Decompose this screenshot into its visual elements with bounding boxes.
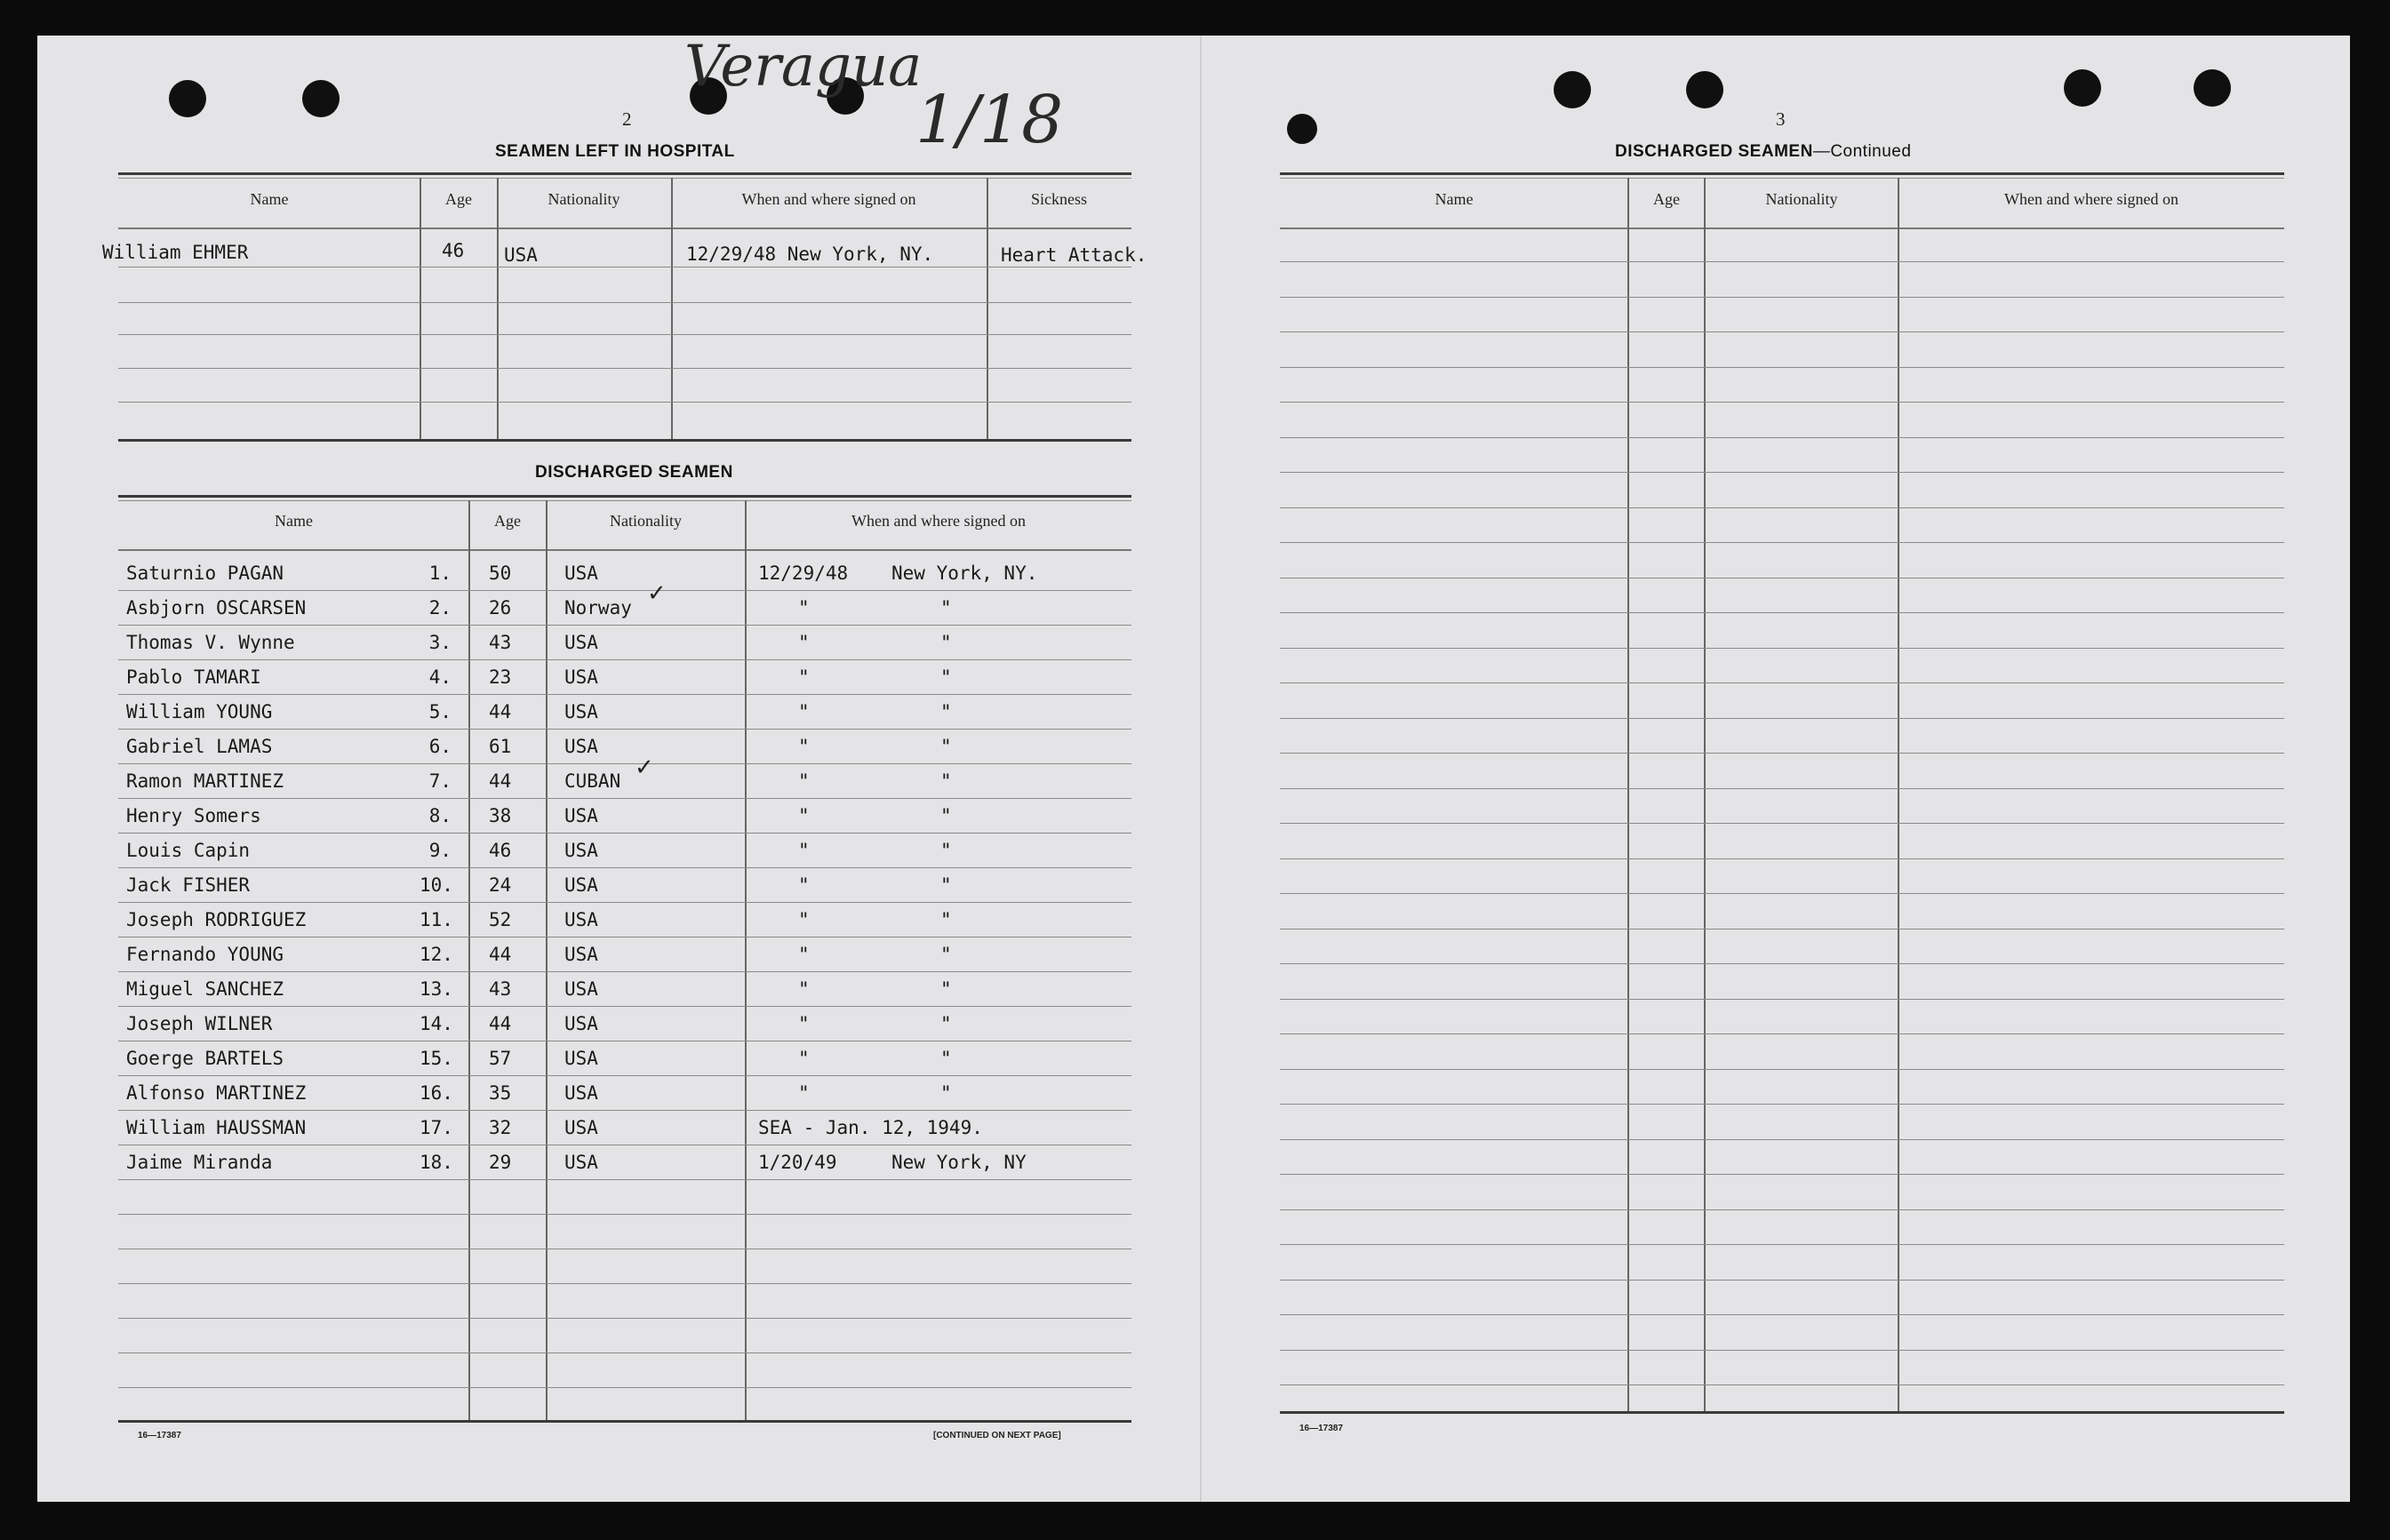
cell-name: Jack FISHER <box>126 874 251 896</box>
cell-number: 5. <box>428 701 452 722</box>
cell-number: 10. <box>420 874 453 896</box>
cell-nationality: USA <box>564 1152 598 1173</box>
cell-age: 46 <box>489 840 512 861</box>
cell-signed-date: " <box>798 1082 810 1104</box>
cell-nationality: Norway <box>564 597 632 618</box>
cell-nationality: USA <box>564 874 598 896</box>
row-rule <box>1280 1244 2284 1245</box>
cell-signed-date: " <box>798 701 810 722</box>
column-header: Nationality <box>548 190 620 208</box>
cell-signed-date: " <box>798 874 810 896</box>
row-rule <box>1280 612 2284 613</box>
cell-age: 29 <box>489 1152 512 1173</box>
row-rule <box>118 1179 1131 1180</box>
row-rule <box>1280 1174 2284 1175</box>
cell-number: 11. <box>420 909 453 930</box>
cell-signed-place: New York, NY. <box>891 563 1038 584</box>
cell-age: 32 <box>489 1117 512 1138</box>
row-rule <box>118 1387 1131 1388</box>
cell-nationality: USA <box>564 1013 598 1034</box>
section-title-discharged: DISCHARGED SEAMEN <box>535 463 733 482</box>
cell-number: 17. <box>420 1117 453 1138</box>
page-number: 3 <box>1776 108 1786 130</box>
handwritten-date: 1/18 <box>915 82 1064 158</box>
cell-number: 9. <box>428 840 452 861</box>
handwritten-ship-name: Veragua <box>684 34 923 100</box>
cell-name: Alfonso MARTINEZ <box>126 1082 307 1104</box>
cell-name: Henry Somers <box>126 805 261 826</box>
row-rule <box>118 590 1131 591</box>
cell-age: 44 <box>489 1013 512 1034</box>
row-rule <box>118 334 1131 335</box>
column-divider <box>1704 178 1706 1413</box>
cell-nationality: USA <box>564 563 598 584</box>
cell-nationality: USA <box>564 632 598 653</box>
row-rule <box>1280 929 2284 930</box>
punch-hole <box>169 80 206 117</box>
cell-name: William YOUNG <box>126 701 273 722</box>
page-fold <box>1200 36 1202 1502</box>
column-divider <box>1627 178 1629 1413</box>
cell-number: 8. <box>428 805 452 826</box>
document-page <box>37 36 2350 1502</box>
cell-nationality: USA <box>564 666 598 688</box>
row-rule <box>118 971 1131 972</box>
cell-name: William HAUSSMAN <box>126 1117 307 1138</box>
column-header: Nationality <box>610 512 682 530</box>
form-number: 16—17387 <box>138 1431 181 1440</box>
cell-signed-place: " <box>940 597 952 618</box>
cell-nationality: USA <box>564 978 598 1000</box>
cell-signed-on: 12/29/48 New York, NY. <box>686 243 934 265</box>
row-rule <box>1280 718 2284 719</box>
row-rule <box>1280 1209 2284 1210</box>
cell-signed-date: " <box>798 632 810 653</box>
cell-name: William EHMER <box>102 242 249 263</box>
row-rule <box>1280 648 2284 649</box>
cell-signed-date: " <box>798 1013 810 1034</box>
table-top-rule <box>118 172 1131 175</box>
row-rule <box>118 302 1131 303</box>
cell-age: 44 <box>489 944 512 965</box>
cell-signed-place: " <box>940 978 952 1000</box>
cell-nationality: USA <box>564 1117 598 1138</box>
column-header: Name <box>250 190 289 208</box>
cell-signed-place: " <box>940 944 952 965</box>
cell-nationality: USA <box>564 736 598 757</box>
header-rule <box>1280 227 2284 229</box>
cell-age: 38 <box>489 805 512 826</box>
cell-signed-date: " <box>798 666 810 688</box>
cell-number: 1. <box>428 563 452 584</box>
cell-signed-place: " <box>940 770 952 792</box>
table-bottom-rule <box>1280 1411 2284 1414</box>
cell-nationality: CUBAN <box>564 770 621 792</box>
cell-signed-date: " <box>798 770 810 792</box>
row-rule <box>1280 682 2284 683</box>
cell-number: 15. <box>420 1048 453 1069</box>
cell-signed-date: " <box>798 1048 810 1069</box>
row-rule <box>118 694 1131 695</box>
column-header: When and where signed on <box>851 512 1026 530</box>
cell-signed-place: New York, NY <box>891 1152 1027 1173</box>
cell-nationality: USA <box>564 840 598 861</box>
row-rule <box>118 1006 1131 1007</box>
cell-age: 44 <box>489 701 512 722</box>
cell-name: Joseph WILNER <box>126 1013 273 1034</box>
cell-signed-date: 1/20/49 <box>758 1152 837 1173</box>
page-number: 2 <box>622 108 632 130</box>
cell-signed-place: " <box>940 736 952 757</box>
cell-name: Miguel SANCHEZ <box>126 978 284 1000</box>
header-rule <box>118 227 1131 229</box>
section-title-text: DISCHARGED SEAMEN <box>1615 142 1813 161</box>
row-rule <box>1280 893 2284 894</box>
row-rule <box>1280 858 2284 859</box>
row-rule <box>118 1214 1131 1215</box>
cell-nationality: USA <box>564 805 598 826</box>
continued-note: [CONTINUED ON NEXT PAGE] <box>933 1431 1061 1440</box>
cell-name: Saturnio PAGAN <box>126 563 284 584</box>
column-header: Nationality <box>1765 190 1838 208</box>
cell-name: Goerge BARTELS <box>126 1048 284 1069</box>
row-rule <box>118 763 1131 764</box>
row-rule <box>1280 1384 2284 1385</box>
cell-name: Pablo TAMARI <box>126 666 261 688</box>
cell-age: 26 <box>489 597 512 618</box>
cell-number: 14. <box>420 1013 453 1034</box>
cell-number: 7. <box>428 770 452 792</box>
cell-number: 4. <box>428 666 452 688</box>
row-rule <box>118 902 1131 903</box>
column-header: Name <box>1435 190 1474 208</box>
table-top-rule <box>1280 178 2284 179</box>
row-rule <box>1280 437 2284 438</box>
row-rule <box>1280 261 2284 262</box>
cell-signed-place: " <box>940 1082 952 1104</box>
cell-nationality: USA <box>564 944 598 965</box>
cell-signed-date: SEA - Jan. 12, 1949. <box>758 1117 983 1138</box>
column-header: When and where signed on <box>741 190 916 208</box>
check-mark-icon: ✓ <box>635 754 654 781</box>
cell-signed-place: " <box>940 874 952 896</box>
cell-signed-place: " <box>940 1013 952 1034</box>
row-rule <box>118 1075 1131 1076</box>
section-title-suffix: —Continued <box>1812 142 1912 161</box>
cell-sickness: Heart Attack. <box>1001 244 1147 266</box>
row-rule <box>1280 788 2284 789</box>
row-rule <box>1280 297 2284 298</box>
cell-name: Jaime Miranda <box>126 1152 273 1173</box>
row-rule <box>118 833 1131 834</box>
row-rule <box>1280 1280 2284 1281</box>
cell-nationality: USA <box>564 909 598 930</box>
row-rule <box>1280 331 2284 332</box>
row-rule <box>1280 963 2284 964</box>
cell-age: 23 <box>489 666 512 688</box>
cell-age: 57 <box>489 1048 512 1069</box>
cell-signed-place: " <box>940 1048 952 1069</box>
check-mark-icon: ✓ <box>647 580 667 607</box>
cell-name: Louis Capin <box>126 840 251 861</box>
row-rule <box>1280 367 2284 368</box>
cell-signed-date: 12/29/48 <box>758 563 849 584</box>
cell-signed-place: " <box>940 805 952 826</box>
column-header: Age <box>1653 190 1680 208</box>
column-header: Age <box>494 512 521 530</box>
cell-signed-place: " <box>940 701 952 722</box>
row-rule <box>1280 472 2284 473</box>
row-rule <box>118 1283 1131 1284</box>
row-rule <box>1280 507 2284 508</box>
row-rule <box>1280 1069 2284 1070</box>
cell-age: 35 <box>489 1082 512 1104</box>
cell-age: 46 <box>442 240 465 261</box>
row-rule <box>1280 402 2284 403</box>
row-rule <box>118 729 1131 730</box>
cell-signed-place: " <box>940 909 952 930</box>
row-rule <box>118 402 1131 403</box>
cell-number: 6. <box>428 736 452 757</box>
row-rule <box>118 1352 1131 1353</box>
cell-signed-place: " <box>940 666 952 688</box>
table-bottom-rule <box>118 439 1131 442</box>
table-top-rule <box>118 178 1131 179</box>
cell-name: Thomas V. Wynne <box>126 632 295 653</box>
row-rule <box>118 368 1131 369</box>
header-rule <box>118 549 1131 551</box>
cell-age: 43 <box>489 632 512 653</box>
column-divider <box>1898 178 1899 1413</box>
cell-signed-date: " <box>798 805 810 826</box>
row-rule <box>1280 823 2284 824</box>
table-top-rule <box>1280 172 2284 175</box>
cell-signed-date: " <box>798 909 810 930</box>
column-header: Sickness <box>1031 190 1087 208</box>
column-header: Age <box>445 190 472 208</box>
punch-hole <box>2064 69 2101 107</box>
cell-age: 52 <box>489 909 512 930</box>
cell-nationality: USA <box>564 701 598 722</box>
punch-hole <box>302 80 340 117</box>
cell-number: 2. <box>428 597 452 618</box>
row-rule <box>118 867 1131 868</box>
punch-hole <box>1287 114 1317 144</box>
cell-age: 24 <box>489 874 512 896</box>
cell-signed-date: " <box>798 944 810 965</box>
column-header: When and where signed on <box>2004 190 2178 208</box>
cell-age: 43 <box>489 978 512 1000</box>
cell-signed-date: " <box>798 978 810 1000</box>
table-bottom-rule <box>118 1420 1131 1423</box>
cell-number: 16. <box>420 1082 453 1104</box>
cell-age: 44 <box>489 770 512 792</box>
cell-name: Asbjorn OSCARSEN <box>126 597 307 618</box>
row-rule <box>1280 542 2284 543</box>
cell-nationality: USA <box>564 1048 598 1069</box>
row-rule <box>118 1318 1131 1319</box>
row-rule <box>1280 999 2284 1000</box>
punch-hole <box>2194 69 2231 107</box>
cell-signed-date: " <box>798 736 810 757</box>
cell-signed-date: " <box>798 597 810 618</box>
cell-name: Ramon MARTINEZ <box>126 770 284 792</box>
section-title-discharged-continued <box>1615 142 1911 162</box>
cell-signed-place: " <box>940 840 952 861</box>
cell-nationality: USA <box>564 1082 598 1104</box>
cell-name: Gabriel LAMAS <box>126 736 273 757</box>
table-top-rule <box>118 495 1131 498</box>
punch-hole <box>1554 71 1591 108</box>
cell-number: 13. <box>420 978 453 1000</box>
cell-number: 12. <box>420 944 453 965</box>
row-rule <box>1280 1350 2284 1351</box>
cell-number: 18. <box>420 1152 453 1173</box>
row-rule <box>118 937 1131 938</box>
cell-age: 61 <box>489 736 512 757</box>
section-title-hospital: SEAMEN LEFT IN HOSPITAL <box>495 142 735 161</box>
cell-nationality: USA <box>504 244 538 266</box>
row-rule <box>1280 1104 2284 1105</box>
cell-signed-date: " <box>798 840 810 861</box>
row-rule <box>118 625 1131 626</box>
row-rule <box>1280 753 2284 754</box>
row-rule <box>1280 1139 2284 1140</box>
form-number: 16—17387 <box>1299 1424 1343 1433</box>
column-header: Name <box>275 512 313 530</box>
cell-number: 3. <box>428 632 452 653</box>
cell-age: 50 <box>489 563 512 584</box>
cell-name: Joseph RODRIGUEZ <box>126 909 307 930</box>
row-rule <box>118 1110 1131 1111</box>
row-rule <box>118 659 1131 660</box>
row-rule <box>1280 1033 2284 1034</box>
row-rule <box>1280 1314 2284 1315</box>
punch-hole <box>1686 71 1723 108</box>
cell-signed-place: " <box>940 632 952 653</box>
row-rule <box>118 798 1131 799</box>
table-top-rule <box>118 500 1131 501</box>
cell-name: Fernando YOUNG <box>126 944 284 965</box>
